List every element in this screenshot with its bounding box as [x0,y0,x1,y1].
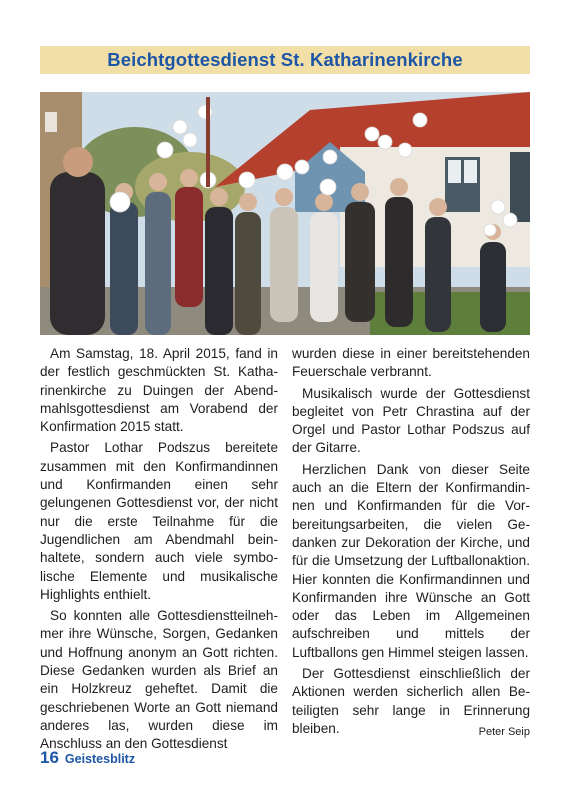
title-banner [40,46,530,74]
author-name: Peter Seip [478,726,530,739]
paragraph: So konnten alle Gottesdienstteilnehmer ihre Wünsche, Sorgen, Gedanken und Hoffnung anonym an Gott richten. Diese Gedanken wurden als Brief an ein Holzkreuz geheftet. Damit die geschriebenen Worte an Gott niemand anderes las, wurden diese im Anschluss an den Gottesdienst [40,608,278,752]
page-number: 16 [40,748,59,767]
paragraph: Herzlichen Dank von dieser Seite auch an die Eltern der Konfirmandinnen und Konfirmanden für die Vorbereitungsarbeiten, die vielen Gedanken zur Dekoration der Kirche, und für die Umsetzung der Luftballonaktion. Hier konnten die Konfirmandinnen und Konfirmanden ihre Wünsche an Gott oder das Leben im Allgemeinen aufschreiben und mittels der Luftballons gen Himmel steigen lassen. [292,461,530,660]
paragraph: Pastor Lothar Podszus bereitete zusammen mit den Konfirmandinnen und Konfirmanden einen sehr gelungenen Gottesdienst vor, der nicht nur die erste Teilnahme für die Jugendlichen am Abendmahl beinhaltete, sondern auch viele symbolische Elemente und musikalische Highlights enthielt. [40,440,278,602]
right-column [292,345,530,742]
article-title: Beichtgottesdienst St. Katharinenkirche [107,49,463,70]
paragraph: Der Gottesdienst einschließlich der Aktionen werden sicherlich allen Beteiligten sehr lange in Erinnerung bleiben. [292,666,530,736]
left-column [40,345,278,757]
page-footer [40,748,135,768]
article-photo [40,92,530,335]
paragraph: Am Samstag, 18. April 2015, fand in der festlich geschmückten St. Katharinenkirche zu Duingen der Abendmahlsgottesdienst am Vorabend der Konfirmation 2015 statt. [40,346,278,435]
paragraph: wurden diese in einer bereitstehenden Feuerschale verbrannt. [292,346,530,380]
magazine-name: Geistesblitz [64,752,136,766]
paragraph: Musikalisch wurde der Gottesdienst begleitet von Petr Chrastina auf der Orgel und Pastor Lothar Podszus auf der Gitarre. [292,385,530,456]
photo-illustration [40,92,530,335]
